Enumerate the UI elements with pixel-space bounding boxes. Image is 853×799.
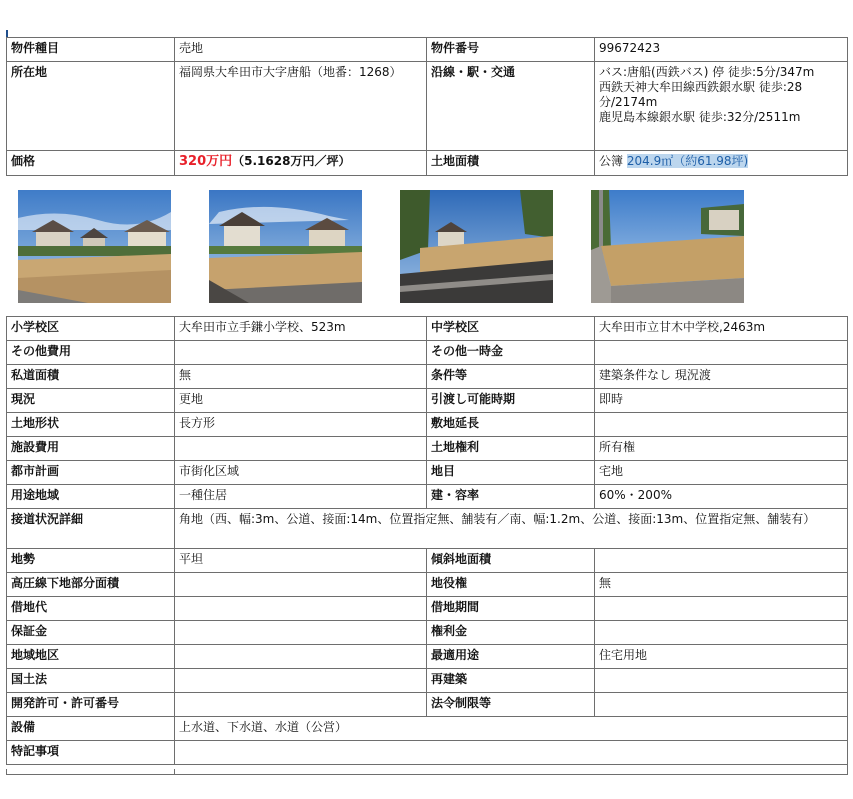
detail-value: 無 — [175, 365, 427, 389]
detail-value — [595, 597, 848, 621]
table-row — [7, 389, 848, 413]
table-row — [7, 621, 848, 645]
detail-value — [175, 597, 427, 621]
property-details-table — [6, 316, 848, 775]
table-row — [7, 341, 848, 365]
page-cutoff — [6, 765, 847, 769]
detail-label: 小学校区 — [7, 317, 175, 341]
price-value — [175, 151, 427, 176]
vacant-lot-photo-icon — [18, 190, 171, 303]
detail-label: 中学校区 — [427, 317, 595, 341]
detail-label: 特記事項 — [7, 741, 175, 765]
table-row — [7, 693, 848, 717]
vacant-lot-photo-icon — [400, 190, 553, 303]
table-row — [7, 549, 848, 573]
detail-label: その他一時金 — [427, 341, 595, 365]
table-row — [7, 741, 848, 765]
detail-label: その他費用 — [7, 341, 175, 365]
detail-value — [595, 413, 848, 437]
detail-label: 高圧線下地部分面積 — [7, 573, 175, 597]
vacant-lot-photo-icon — [591, 190, 744, 303]
detail-value: 所有権 — [595, 437, 848, 461]
access-label: 沿線・駅・交通 — [427, 62, 595, 151]
detail-value — [595, 621, 848, 645]
detail-label: 法令制限等 — [427, 693, 595, 717]
property-number-label: 物件番号 — [427, 38, 595, 62]
detail-label: 都市計画 — [7, 461, 175, 485]
detail-label: 敷地延長 — [427, 413, 595, 437]
vacant-lot-photo-icon — [209, 190, 362, 303]
detail-value: 平坦 — [175, 549, 427, 573]
detail-value: 60%・200% — [595, 485, 848, 509]
table-row — [7, 151, 848, 176]
property-number-value: 99672423 — [595, 38, 848, 62]
detail-value: 大牟田市立甘木中学校,2463m — [595, 317, 848, 341]
detail-label: 借地代 — [7, 597, 175, 621]
table-row — [7, 317, 848, 341]
address-label: 所在地 — [7, 62, 175, 151]
table-row — [7, 62, 848, 151]
detail-label: 用途地域 — [7, 485, 175, 509]
detail-label: 接道状況詳細 — [7, 509, 175, 549]
detail-value — [595, 341, 848, 365]
detail-label: 最適用途 — [427, 645, 595, 669]
photo-2[interactable] — [209, 190, 362, 303]
detail-value — [175, 741, 848, 765]
land-area-label: 土地面積 — [427, 151, 595, 176]
detail-value: 大牟田市立手鎌小学校、523m — [175, 317, 427, 341]
detail-label: 地役権 — [427, 573, 595, 597]
table-row — [7, 509, 848, 549]
access-line-bus: バス:唐船(西鉄バス) 停 徒歩:5分/347m — [599, 65, 815, 79]
property-summary-table — [6, 37, 848, 176]
detail-value: 上水道、下水道、水道（公営） — [175, 717, 848, 741]
detail-value — [175, 437, 427, 461]
detail-value: 一種住居 — [175, 485, 427, 509]
detail-value: 更地 — [175, 389, 427, 413]
detail-value: 宅地 — [595, 461, 848, 485]
price-amount: 320万円 — [179, 154, 233, 169]
detail-value — [175, 573, 427, 597]
detail-label: 土地形状 — [7, 413, 175, 437]
access-value — [595, 62, 848, 151]
detail-value — [175, 341, 427, 365]
detail-value — [595, 669, 848, 693]
detail-label: 設備 — [7, 717, 175, 741]
address-value: 福岡県大牟田市大字唐船（地番：1268） — [175, 62, 427, 151]
detail-label: 私道面積 — [7, 365, 175, 389]
price-label: 価格 — [7, 151, 175, 176]
table-row — [7, 365, 848, 389]
land-area-amount: 204.9㎡（約61.98坪) — [626, 154, 749, 168]
photo-strip — [0, 187, 853, 305]
detail-value: 長方形 — [175, 413, 427, 437]
detail-value: 角地（西、幅:3m、公道、接面:14m、位置指定無、舗装有／南、幅:1.2m、公道、接面:13m、位置指定無、舗装有） — [175, 509, 848, 549]
price-per-tsubo: （5.1628万円／坪） — [232, 154, 351, 168]
detail-value: 市街化区域 — [175, 461, 427, 485]
detail-value — [175, 645, 427, 669]
detail-value — [595, 549, 848, 573]
detail-label: 建・容率 — [427, 485, 595, 509]
detail-value: 住宅用地 — [595, 645, 848, 669]
detail-label: 地目 — [427, 461, 595, 485]
detail-label: 借地期間 — [427, 597, 595, 621]
detail-value — [175, 693, 427, 717]
table-row — [7, 485, 848, 509]
table-row — [7, 437, 848, 461]
property-type-value: 売地 — [175, 38, 427, 62]
detail-value: 建築条件なし 現況渡 — [595, 365, 848, 389]
access-line-jr: 鹿児島本線銀水駅 徒歩:32分/2511m — [599, 110, 801, 124]
detail-label: 国土法 — [7, 669, 175, 693]
photo-4[interactable] — [591, 190, 744, 303]
detail-label: 地域地区 — [7, 645, 175, 669]
detail-label: 施設費用 — [7, 437, 175, 461]
property-type-label: 物件種目 — [7, 38, 175, 62]
land-area-value — [595, 151, 848, 176]
detail-label: 保証金 — [7, 621, 175, 645]
table-row — [7, 645, 848, 669]
detail-label: 権利金 — [427, 621, 595, 645]
detail-label: 引渡し可能時期 — [427, 389, 595, 413]
detail-value: 無 — [595, 573, 848, 597]
photo-3[interactable] — [400, 190, 553, 303]
detail-label: 再建築 — [427, 669, 595, 693]
detail-label: 地勢 — [7, 549, 175, 573]
land-area-basis: 公簿 — [599, 154, 624, 168]
detail-label: 条件等 — [427, 365, 595, 389]
table-row — [7, 669, 848, 693]
detail-value: 即時 — [595, 389, 848, 413]
table-row — [7, 717, 848, 741]
photo-1[interactable] — [18, 190, 171, 303]
detail-label: 土地権利 — [427, 437, 595, 461]
table-row — [7, 38, 848, 62]
table-row — [7, 413, 848, 437]
table-row — [7, 461, 848, 485]
detail-label: 傾斜地面積 — [427, 549, 595, 573]
detail-value — [175, 669, 427, 693]
detail-label: 開発許可・許可番号 — [7, 693, 175, 717]
access-line-nishitetsu: 西鉄天神大牟田線西鉄銀水駅 徒歩:28分/2174m — [599, 80, 803, 109]
table-row — [7, 597, 848, 621]
detail-value — [175, 621, 427, 645]
detail-value — [595, 693, 848, 717]
detail-label: 現況 — [7, 389, 175, 413]
table-row — [7, 573, 848, 597]
